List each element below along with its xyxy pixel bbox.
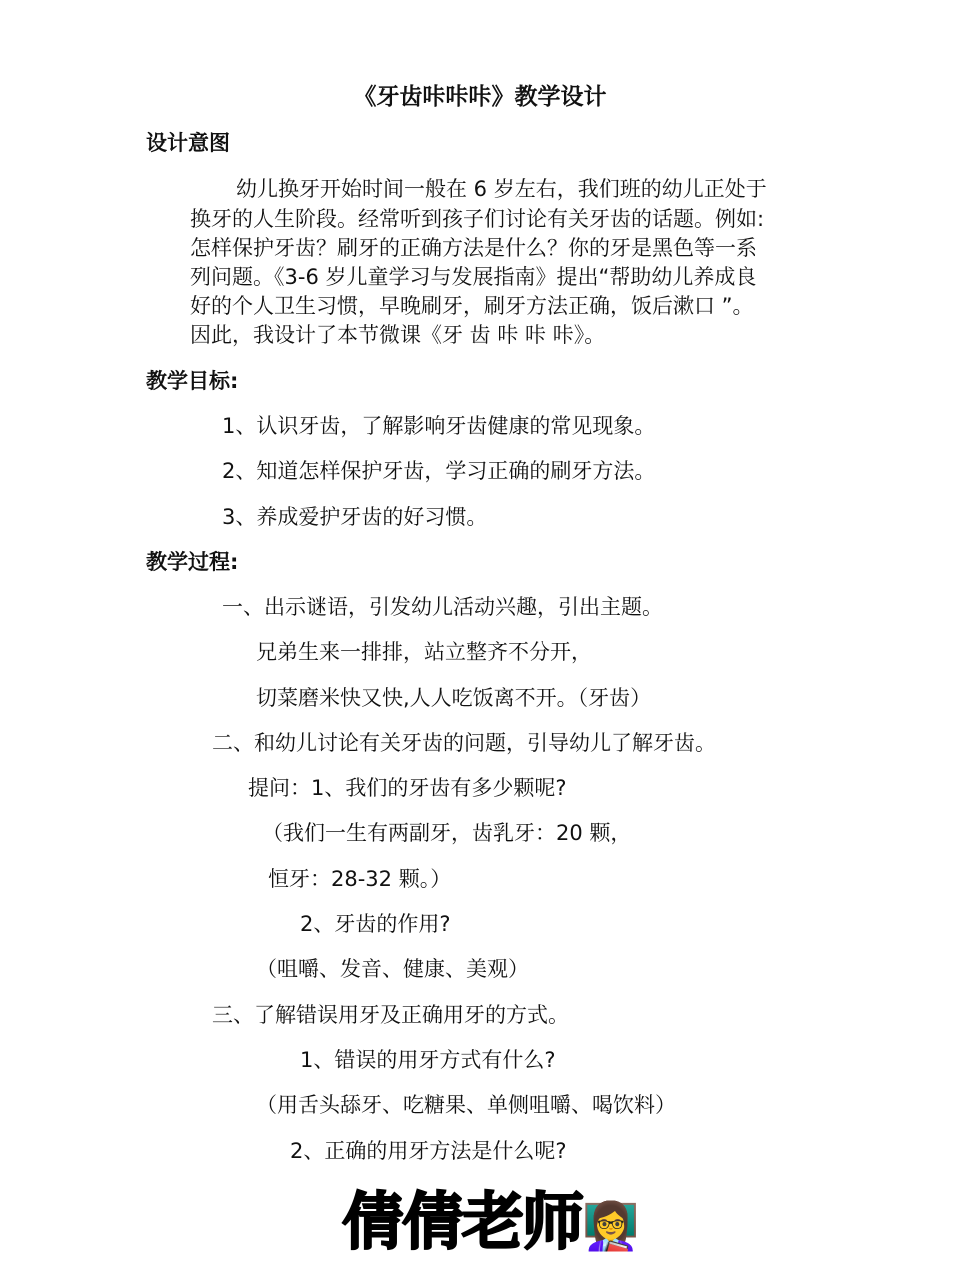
process-line: 2、正确的用牙方法是什么呢? [290,1139,567,1163]
paragraph-line: 怎样保护牙齿？刷牙的正确方法是什么？你的牙是黑色等一系 [190,236,757,260]
section-heading-intent: 设计意图 [146,131,230,155]
process-line: 一、出示谜语，引发幼儿活动兴趣，引出主题。 [222,595,663,619]
process-line: 切菜磨米快又快,人人吃饭离不开。（牙齿） [256,686,652,710]
process-line: 2、牙齿的作用? [300,912,451,936]
paragraph-line: 换牙的人生阶段。经常听到孩子们讨论有关牙齿的话题。例如: [190,207,765,231]
process-line: 二、和幼儿讨论有关牙齿的问题，引导幼儿了解牙齿。 [212,731,716,755]
process-line: 提问：1、我们的牙齿有多少颗呢? [248,776,567,800]
process-line: （咀嚼、发音、健康、美观） [256,957,529,981]
teacher-emoji-icon: 👩‍🏫 [582,1198,638,1253]
document-title: 《牙齿咔咔咔》教学设计 [353,84,607,110]
goal-item: 1、认识牙齿，了解影响牙齿健康的常见现象。 [222,414,656,438]
process-line: 兄弟生来一排排，站立整齐不分开， [256,640,592,664]
process-line: （用舌头舔牙、吃糖果、单侧咀嚼、喝饮料） [256,1093,676,1117]
goal-item: 2、知道怎样保护牙齿，学习正确的刷牙方法。 [222,459,656,483]
process-line: 恒牙：28-32 颗。） [268,867,452,891]
section-heading-goals: 教学目标: [146,369,239,393]
process-line: 三、了解错误用牙及正确用牙的方式。 [212,1003,569,1027]
process-line: （我们一生有两副牙，齿乳牙：20 颗， [262,821,632,845]
watermark [342,1186,637,1262]
paragraph-line: 幼儿换牙开始时间一般在 6 岁左右，我们班的幼儿正处于 [236,177,767,201]
paragraph-line: 好的个人卫生习惯，早晚刷牙，刷牙方法正确，饭后漱口 ”。 [190,294,754,318]
paragraph-line: 因此，我设计了本节微课《牙 齿 咔 咔 咔》。 [190,323,606,347]
paragraph-line: 列问题。《3-6 岁儿童学习与发展指南》提出“帮助幼儿养成良 [190,265,757,289]
watermark-text: 倩倩老师 [342,1185,583,1258]
process-line: 1、错误的用牙方式有什么? [300,1048,556,1072]
section-heading-process: 教学过程: [146,550,239,574]
goal-item: 3、养成爱护牙齿的好习惯。 [222,505,488,529]
